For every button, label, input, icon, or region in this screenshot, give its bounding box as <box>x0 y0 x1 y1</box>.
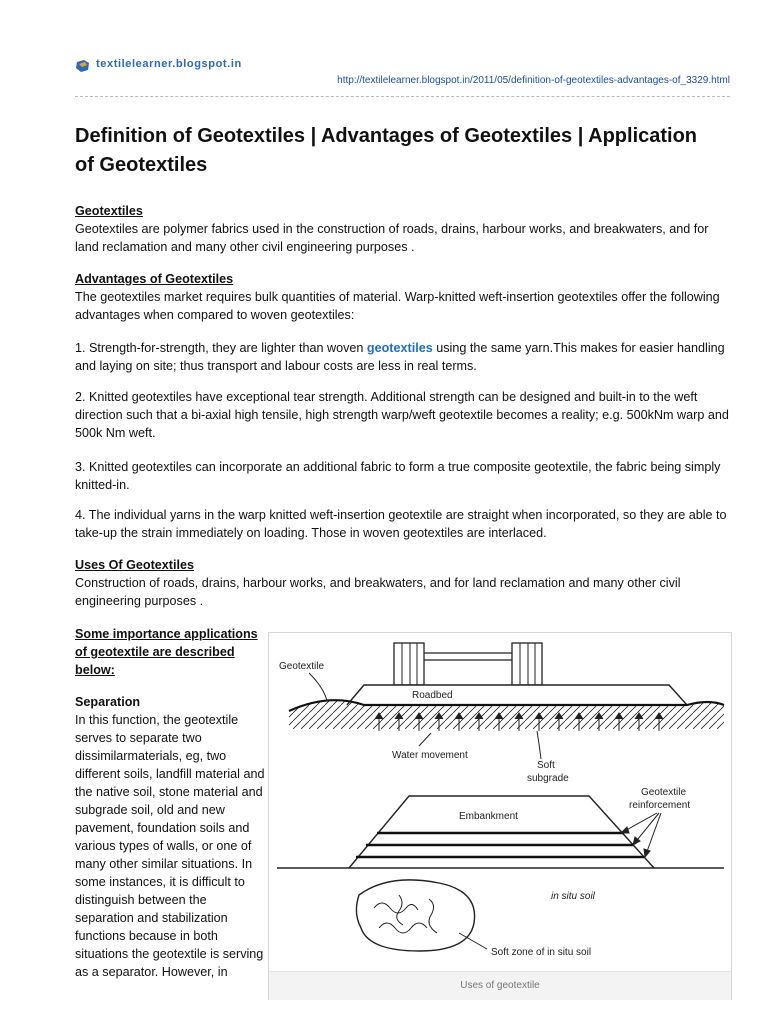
advantage-item-4 <box>75 506 735 542</box>
advantage-item-2 <box>75 388 735 442</box>
road-structure <box>279 643 724 784</box>
page-title: Definition of Geotextiles | Advantages of Geotextiles | Application of Geotextiles <box>75 125 698 176</box>
geotextiles-heading: Geotextiles <box>75 204 143 218</box>
label-soft-zone: Soft zone of in situ soil <box>491 947 592 958</box>
advantages-section <box>75 270 735 324</box>
separation-text: In this function, the geotextile serves to separate two dissimilarmaterials, eg, two different soils, landfill material and the native soil, stone material and subgrade soil, old and new pavement, foundation soils and various types of walls, or one of many other similar situations. In some instances, it is difficult to distinguish between the separation and stabilization functions because in both situations the geotextile is serving as a separator. However, in <box>75 713 265 979</box>
advantage-4-text: 4. The individual yarns in the warp knitted weft-insertion geotextile are straight when incorporated, so they are able to take-up the strain immediately on loading. Those in woven geotextiles are interlaced. <box>75 508 727 540</box>
page-url-link[interactable]: http://textilelearner.blogspot.in/2011/05/definition-of-geotextiles-advantages-of_3329.html <box>337 75 730 86</box>
label-roadbed: Roadbed <box>412 690 453 701</box>
advantage-3-text: 3. Knitted geotextiles can incorporate an additional fabric to form a true composite geotextile, the fabric being simply knitted-in. <box>75 460 721 492</box>
uses-heading: Uses Of Geotextiles <box>75 558 194 572</box>
label-reinforcement-2: reinforcement <box>629 800 691 811</box>
advantage-1-text-b: using the same yarn.This makes for easier handling and laying on site; thus transport and labour costs are less in real terms. <box>75 341 725 373</box>
geotextiles-link[interactable]: geotextiles <box>366 341 433 355</box>
label-reinforcement-1: Geotextile <box>641 787 687 798</box>
separation-heading: Separation <box>75 695 141 709</box>
advantage-1-text-a: 1. Strength-for-strength, they are lighter than woven <box>75 341 367 355</box>
advantages-intro: The geotextiles market requires bulk quantities of material. Warp-knitted weft-insertion geotextiles offer the following advantages when compared to woven geotextiles: <box>75 290 720 322</box>
advantage-2-text: 2. Knitted geotextiles have exceptional tear strength. Additional strength can be designed and built-in to the weft direction such that a bi-axial high tensile, high strength warp/weft geotextile becomes a reality; e.g. 500kNm warp and 500k Nm weft. <box>75 390 729 440</box>
label-in-situ-soil: in situ soil <box>551 891 595 902</box>
uses-text: Construction of roads, drains, harbour works, and breakwaters, and for land reclamation and many other civil engineering purposes . <box>75 576 681 608</box>
figure-caption: Uses of geotextile <box>269 971 731 1000</box>
embankment-structure <box>277 787 724 868</box>
label-geotextile: Geotextile <box>279 661 325 672</box>
applications-column <box>75 625 267 981</box>
advantage-item-3 <box>75 458 735 494</box>
advantages-heading: Advantages of Geotextiles <box>75 272 234 286</box>
label-water-movement: Water movement <box>392 750 468 761</box>
geotextile-uses-figure <box>268 632 732 1000</box>
label-embankment: Embankment <box>459 811 518 822</box>
site-header <box>75 58 730 98</box>
geotextile-diagram <box>269 633 731 971</box>
blogger-logo-icon <box>75 59 91 73</box>
geotextiles-text: Geotextiles are polymer fabrics used in the construction of roads, drains, harbour works, and breakwaters, and for land reclamation and many other civil engineering purposes . <box>75 222 709 254</box>
geotextiles-section <box>75 202 735 256</box>
applications-heading: Some importance applications of geotextile are described below: <box>75 627 258 677</box>
label-soft: Soft <box>537 760 555 771</box>
uses-section <box>75 556 735 610</box>
soft-zone-structure <box>356 880 595 958</box>
site-name-link[interactable]: textilelearner.blogspot.in <box>96 58 242 70</box>
advantage-item-1 <box>75 339 735 375</box>
header-divider <box>75 96 730 97</box>
label-subgrade: subgrade <box>527 773 569 784</box>
